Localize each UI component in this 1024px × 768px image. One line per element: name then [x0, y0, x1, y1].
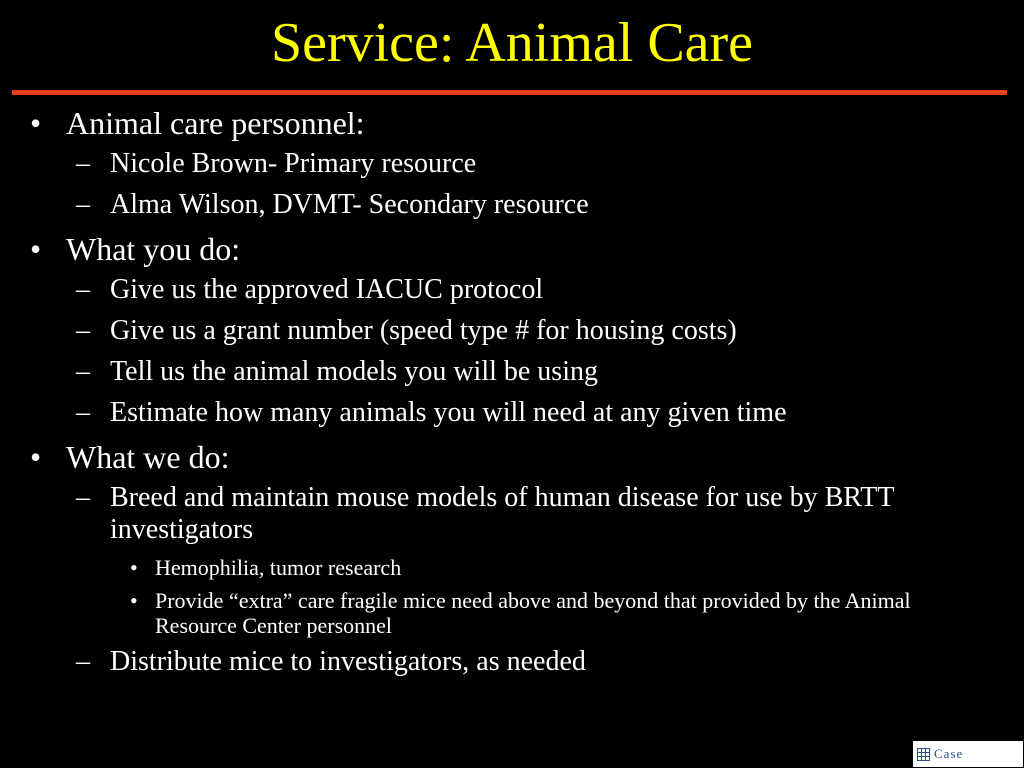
list-item	[0, 274, 1024, 306]
bullet-icon: •	[30, 439, 42, 475]
list-item-text: Give us a grant number (speed type # for housing costs)	[110, 315, 737, 346]
sub-list-item	[0, 588, 1024, 638]
dash-icon: –	[76, 482, 90, 513]
case-logo	[913, 741, 1023, 767]
list-item	[0, 482, 1024, 546]
dash-icon: –	[76, 397, 90, 428]
title-divider	[12, 90, 1007, 95]
dash-icon: –	[76, 274, 90, 305]
bullet-icon: •	[130, 588, 138, 613]
bullet-icon: •	[30, 105, 42, 141]
section-heading	[0, 230, 1024, 268]
list-item-text: Estimate how many animals you will need at any given time	[110, 397, 787, 428]
case-logo-icon	[917, 748, 930, 761]
dash-icon: –	[76, 148, 90, 179]
list-item-text: Breed and maintain mouse models of human disease for use by BRTT investigators	[110, 482, 894, 545]
slide-content	[0, 104, 1024, 687]
dash-icon: –	[76, 356, 90, 387]
sub-list-item	[0, 555, 1024, 580]
sub-list-item-text: Provide “extra” care fragile mice need above and beyond that provided by the Animal Resource Center personnel	[155, 588, 911, 638]
list-item	[0, 646, 1024, 678]
list-item	[0, 148, 1024, 180]
list-item-text: Tell us the animal models you will be using	[110, 356, 598, 387]
dash-icon: –	[76, 189, 90, 220]
dash-icon: –	[76, 646, 90, 677]
section-heading	[0, 438, 1024, 476]
bullet-icon: •	[130, 555, 138, 580]
section-heading-text: What you do:	[66, 231, 241, 267]
section-heading-text: What we do:	[66, 439, 230, 475]
sub-list-item-text: Hemophilia, tumor research	[155, 555, 402, 580]
slide-title: Service: Animal Care	[270, 12, 754, 74]
list-item	[0, 315, 1024, 347]
list-item-text: Nicole Brown- Primary resource	[110, 148, 477, 179]
dash-icon: –	[76, 315, 90, 346]
list-item	[0, 189, 1024, 221]
list-item	[0, 397, 1024, 429]
list-item-text: Give us the approved IACUC protocol	[110, 274, 544, 305]
section-heading	[0, 104, 1024, 142]
list-item	[0, 356, 1024, 388]
bullet-icon: •	[30, 231, 42, 267]
section-heading-text: Animal care personnel:	[66, 105, 365, 141]
list-item-text: Alma Wilson, DVMT- Secondary resource	[110, 189, 589, 220]
list-item-text: Distribute mice to investigators, as needed	[110, 646, 586, 677]
logo-text: Case	[934, 746, 964, 761]
